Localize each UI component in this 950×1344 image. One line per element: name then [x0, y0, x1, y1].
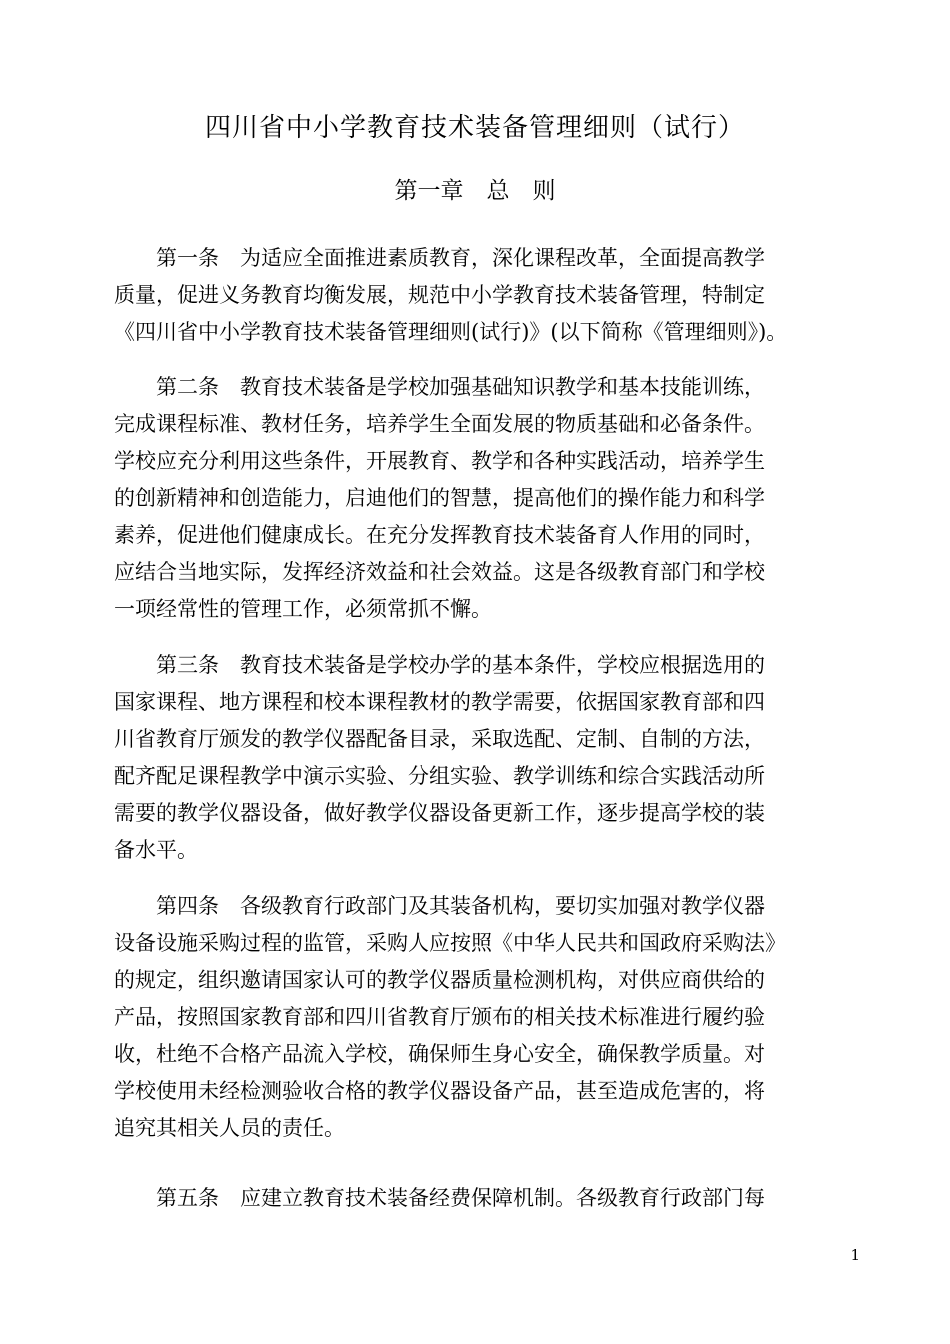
paragraph-line: 设备设施采购过程的监管，采购人应按照《中华人民共和国政府采购法》 — [114, 931, 786, 955]
paragraph-line: 第三条 教育技术装备是学校办学的基本条件，学校应根据选用的 — [114, 653, 765, 677]
paragraph-line: 的规定，组织邀请国家认可的教学仪器质量检测机构，对供应商供给的 — [114, 968, 765, 992]
paragraph-line: 第四条 各级教育行政部门及其装备机构，要切实加强对教学仪器 — [114, 894, 765, 918]
paragraph-line: 《四川省中小学教育技术装备管理细则(试行)》(以下简称《管理细则》)。 — [114, 320, 788, 344]
paragraph-article-3 — [114, 647, 864, 869]
paragraph-line: 的创新精神和创造能力，启迪他们的智慧，提高他们的操作能力和科学 — [114, 486, 765, 510]
paragraph-line: 国家课程、地方课程和校本课程教材的教学需要，依据国家教育部和四 — [114, 690, 765, 714]
paragraph-line: 学校使用未经检测验收合格的教学仪器设备产品，甚至造成危害的，将 — [114, 1079, 765, 1103]
paragraph-line: 备水平。 — [114, 838, 198, 862]
paragraph-article-1 — [114, 240, 864, 351]
paragraph-line: 产品，按照国家教育部和四川省教育厅颁布的相关技术标准进行履约验 — [114, 1005, 765, 1029]
paragraph-line: 川省教育厅颁发的教学仪器配备目录，采取选配、定制、自制的方法， — [114, 727, 765, 751]
paragraph-line: 第五条 应建立教育技术装备经费保障机制。各级教育行政部门每 — [114, 1186, 765, 1210]
paragraph-line: 第一条 为适应全面推进素质教育，深化课程改革，全面提高教学 — [114, 246, 765, 270]
paragraph-line: 收，杜绝不合格产品流入学校，确保师生身心安全，确保教学质量。对 — [114, 1042, 765, 1066]
paragraph-line: 配齐配足课程教学中演示实验、分组实验、教学训练和综合实践活动所 — [114, 764, 765, 788]
paragraph-line: 学校应充分利用这些条件，开展教育、教学和各种实践活动，培养学生 — [114, 449, 765, 473]
page-number: 1 — [850, 1246, 860, 1264]
paragraph-line: 需要的教学仪器设备，做好教学仪器设备更新工作，逐步提高学校的装 — [114, 801, 765, 825]
paragraph-line: 追究其相关人员的责任。 — [114, 1116, 345, 1140]
paragraph-article-5 — [114, 1180, 864, 1217]
paragraph-article-4 — [114, 888, 864, 1147]
paragraph-line: 素养，促进他们健康成长。在充分发挥教育技术装备育人作用的同时， — [114, 523, 765, 547]
paragraph-line: 质量，促进义务教育均衡发展，规范中小学教育技术装备管理，特制定 — [114, 283, 765, 307]
paragraph-line: 一项经常性的管理工作，必须常抓不懈。 — [114, 597, 492, 621]
paragraph-line: 应结合当地实际，发挥经济效益和社会效益。这是各级教育部门和学校 — [114, 560, 765, 584]
paragraph-line: 第二条 教育技术装备是学校加强基础知识教学和基本技能训练， — [114, 375, 765, 399]
document-title: 四川省中小学教育技术装备管理细则（试行） — [204, 113, 745, 143]
paragraph-line: 完成课程标准、教材任务，培养学生全面发展的物质基础和必备条件。 — [114, 412, 765, 436]
paragraph-article-2 — [114, 369, 864, 628]
chapter-heading: 第一章 总 则 — [394, 178, 556, 204]
